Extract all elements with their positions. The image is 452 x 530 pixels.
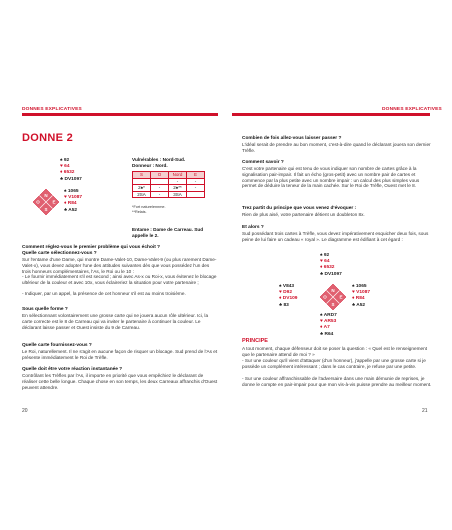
right-header-label: DONNES EXPLICATIVES (382, 107, 442, 112)
auction-cell: 2♠* (133, 185, 151, 192)
auction-cell: 3SA (169, 191, 187, 198)
deal-title: DONNE 2 (22, 132, 73, 144)
north-hearts: ♥ 64 (60, 164, 70, 170)
r-paragraph-2: C'est votre partenaire qui est tenu de vous indiquer son nombre de cartes grâce à la signalisation pair-impair. Il fait un écho (gros-petit) avec un nombre pair de cartes et commence par la plus petite avec un nombre impair : un calcul des plus simples vous permet de déduire la teneur de la main cachée. Sur le Roi de Trèfle, Ouest met le 8. (242, 166, 420, 189)
question-2: Sous quelle forme ? (22, 307, 68, 312)
r-paragraph-4: Sud possédant trois cartes à Trèfle, vous devez impérativement esquicher deux fois, sous peine de lui faire un cadeau « royal ». Le diagramme est édifiant à cet égard : (242, 231, 429, 242)
r-south-hearts: ♥ AR53 (320, 319, 337, 325)
paragraph-4: Contrôlant les Trèfles par l'As, il importe en priorité que vous empêchiez le déclarant de réaliser cette belle longue. Chaque chose en son temps, les deux Carreaux affranchis d'Ouest peuvent attendre. (22, 373, 218, 390)
r-north-hand (320, 253, 342, 278)
paragraph-1a: - Le fournir immédiatement s'il est second ; ainsi avec As-x ou Roi-x, vous évitenez le blocage ultérieur de la couleur et avec 10x, vous éclaireriez la situation pour votre partenaire ; (22, 274, 217, 285)
r-west-hand (279, 284, 297, 309)
auction-table (132, 171, 205, 198)
auction-cell: - (151, 191, 169, 198)
paragraph-2: En sélectionnant volontairement une grosse carte qui ne jouera aucun rôle ultérieur. Ici, la carte correcte est le 8 de Carreau qui va inviter le partenaire à continuer la couleur. Le déclarant laisse passer et Ouest insiste du 9 de Carreau. (22, 313, 209, 330)
auction-header-s: S (133, 172, 151, 179)
east-hearts: ♥ V1087 (64, 195, 83, 201)
r-north-clubs: ♣ DV1097 (320, 271, 342, 277)
left-header-bar (22, 113, 218, 116)
page-number-left: 20 (22, 408, 28, 414)
question-3: Quelle carte fournissez-vous ? (22, 343, 92, 348)
east-clubs: ♣ A52 (64, 207, 78, 213)
r-west-diamonds: ♦ DV109 (279, 296, 298, 302)
r-question-2: Comment savoir ? (242, 160, 284, 165)
auction-header-e: E (187, 172, 205, 179)
left-header-label: DONNES EXPLICATIVES (22, 107, 82, 112)
r-east-clubs: ♣ A52 (352, 302, 366, 308)
r-south-spades: ♠ ARD7 (320, 313, 337, 318)
compass-n: N (44, 193, 48, 198)
r-west-spades: ♠ V843 (279, 284, 295, 289)
vulnerability: Vulnérables : Nord-Sud. (132, 157, 186, 162)
r-north-hearts: ♥ 64 (320, 259, 330, 265)
r-west-clubs: ♣ 83 (279, 302, 289, 308)
r-question-1: Combien de fois allez-vous laisser passer ? (242, 136, 342, 141)
principe-paragraph-3: - Sur une couleur affranchissable de l'adversaire dans une main démunie de reprises, je donne le compte en pair-impair pour que mon vis-à-vis puisse prendre au meilleur moment. (242, 376, 432, 387)
r-south-diamonds: ♦ A7 (320, 325, 330, 331)
east-hand (64, 189, 82, 214)
r-question-3: Trez partit du principe que vous venez d'évoquer : (242, 206, 357, 211)
north-clubs: ♣ DV1097 (60, 176, 82, 182)
principe-title: PRINCIPE (242, 338, 268, 344)
r-compass-o: O (323, 294, 327, 300)
right-page (226, 0, 452, 530)
east-spades: ♠ 1065 (64, 189, 79, 194)
dealer: Donneur : Nord. (132, 163, 168, 168)
entame: Entame : Dame de Carreau. Sud appelle le 2. (132, 227, 204, 238)
r-south-clubs: ♣ R64 (320, 331, 334, 337)
footnote-1: *Fort naturelennme. (132, 205, 166, 209)
paragraph-1: Sur l'entame d'une Dame, qui montre Dame-Valet-10, Dame-Valet-9 (ou plus rarement Dame-Valet-x), vous devez adopter l'une des attitudes suivantes dès que vous possédez l'un des trois honneurs complémentaires, l'As, le Roi ou le 10 : (22, 257, 217, 274)
auction-cell: - (151, 185, 169, 192)
r-south-hand (320, 313, 337, 338)
compass-s: S (44, 207, 48, 212)
r-compass-s: S (331, 302, 335, 307)
r-paragraph-1: L'idéal serait de prendre au bon moment, c'est-à-dire quand le déclarant jouera son dernier Trèfle. (242, 142, 431, 153)
principe-paragraph-1: A tout moment, chaque défenseur doit se poser la question : « Quel est le renseignement que le partenaire attend de moi ? » (242, 346, 428, 357)
r-west-hearts: ♥ D92 (279, 290, 292, 296)
auction-cell: - (187, 185, 205, 192)
r-north-spades: ♠ 92 (320, 253, 330, 258)
auction-cell (187, 191, 205, 198)
paragraph-3: Le Roi, naturellement. Il ne s'agit en aucune façon de risquer un blocage. Sud prend de l'As et présente immédiatement le Roi de Trèfle. (22, 349, 218, 360)
compass-o: O (36, 199, 40, 205)
r-east-hearts: ♥ V1087 (352, 290, 371, 296)
page-number-right: 21 (422, 408, 428, 414)
right-header-bar (232, 113, 430, 116)
principe-paragraph-2: - Sur une couleur qu'il vient d'attaquer (d'un honneur), j'appelle par une grosse carte si je possède un complément intéressant ; dans le cas contraire, je refuse par une petite. (242, 358, 426, 369)
question-1: Comment réglez-vous le premier problème qui vous échoit ? (22, 245, 161, 250)
r-east-spades: ♠ 1065 (352, 284, 367, 289)
auction-cell: - (187, 178, 205, 185)
north-hand (60, 158, 82, 183)
auction-cell: - (169, 178, 187, 185)
footnote-2: **Relais. (132, 210, 147, 214)
compass-e: E (52, 199, 56, 205)
r-north-diamonds: ♦ 6532 (320, 265, 335, 271)
question-4: Quelle doit être votre réaction instantanée ? (22, 367, 123, 372)
paragraph-1b: - Indiquer, par un appel, la présence de cet honneur s'il est au moins troisième. (22, 291, 186, 296)
north-diamonds: ♦ 6532 (60, 170, 75, 176)
r-paragraph-3: Rien de plus aisé, votre partenaire détient un doubleton 8x. (242, 212, 365, 217)
east-diamonds: ♦ R84 (64, 201, 77, 207)
question-1b: Quelle carte sélectionnez-vous ? (22, 251, 97, 256)
auction-header-nord: Nord (169, 172, 187, 179)
r-question-4: Et alors ? (242, 225, 264, 230)
auction-cell: 2♠** (169, 185, 187, 192)
r-east-diamonds: ♦ R84 (352, 296, 365, 302)
r-compass-e: E (339, 294, 343, 300)
auction-header-o: O (151, 172, 169, 179)
auction-cell: 2SA (133, 191, 151, 198)
r-compass-diagram (319, 283, 347, 311)
r-east-hand (352, 284, 370, 309)
r-compass-n: N (331, 288, 335, 293)
compass-diagram (32, 188, 60, 216)
north-spades: ♠ 92 (60, 158, 70, 163)
